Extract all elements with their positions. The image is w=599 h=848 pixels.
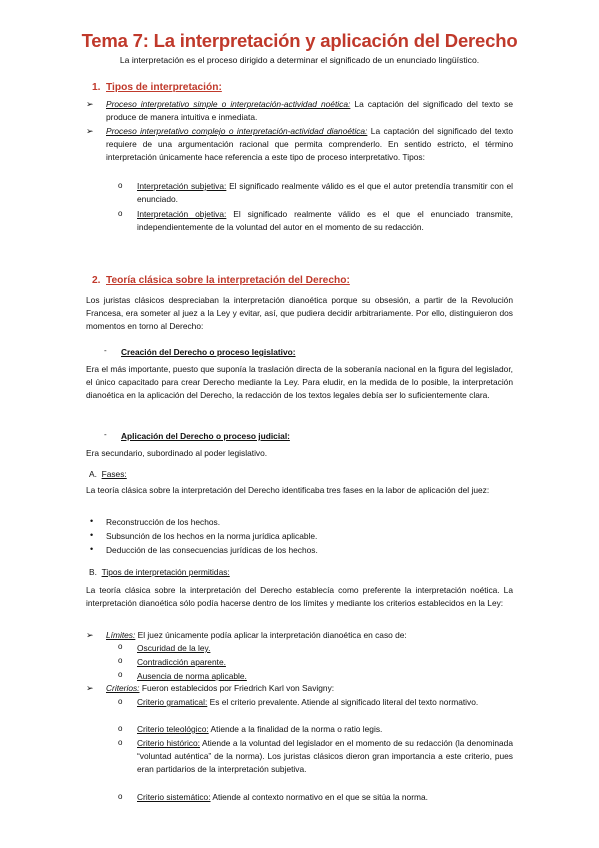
dot-bullet-icon: • [90,516,94,526]
s2-dash-2-heading: Aplicación del Derecho o proceso judicial: [121,431,290,441]
s2-paragraph: Los juristas clásicos despreciaban la interpretación dianoética porque su obsesión, a partir de la Revolución Francesa, era someter al juez a la Ley y evitar, así, que pudiera decidir arbitrariamente. Por ello, distinguieron dos momentos en torno al Derecho: [86,295,513,331]
arrow-bullet-icon: ➢ [86,99,94,109]
subsection-a-paragraph: La teoría clásica sobre la interpretación del Derecho identificaba tres fases en la labor de aplicación del juez: [86,485,490,495]
circle-bullet-icon: o [118,209,123,218]
intro-text: La interpretación es el proceso dirigido a determinar el significado de un enunciado lingüístico. [119,55,480,65]
circle-bullet-icon: o [118,656,123,665]
criterion-systematic: Criterio sistemático: Atiende al contexto normativo en el que se sitúa la norma. [137,792,428,802]
criterion-grammatical: Criterio gramatical: Es el criterio prevalente. Atiende al significado literal del texto normativo. [137,697,479,707]
limit-item: Ausencia de norma aplicable. [137,671,247,681]
criterion-historical: Criterio histórico: Atiende a la voluntad del legislador en el momento de su redacción (la denominada “voluntad auténtica” de la norma). Los juristas clásicos dieron gran importancia a este criterio, pues eran partidarios de la interpretación subjetiva. [137,738,513,774]
s1-item-2: Proceso interpretativo complejo o interpretación-actividad dianoética: La captación del significado del texto requiere de una argumentación racional que permita comprenderlo. En sentido estricto, el término interpretación únicamente hace referencia a este tipo de proceso interpretativo. Tipos: [106,126,514,162]
phase-item: Reconstrucción de los hechos. [106,517,221,527]
arrow-bullet-icon: ➢ [86,630,94,640]
circle-bullet-icon: o [118,642,123,651]
circle-bullet-icon: o [118,670,123,679]
dot-bullet-icon: • [90,544,94,554]
limit-item: Contradicción aparente. [137,657,226,667]
dash-bullet: - [104,430,107,439]
s2-dash-1-paragraph: Era el más importante, puesto que suponía la traslación directa de la soberanía nacional en la figura del legislador, el único capacitado para crear Derecho mediante la Ley. Para eludir, en la medida de lo posible, la interpretación dianoética en la aplicación del Derecho, la redacción de los textos legales debía ser lo suficientemente clara. [86,364,513,400]
arrow-bullet-icon: ➢ [86,126,94,136]
s2-dash-2-paragraph: Era secundario, subordinado al poder legislativo. [86,448,268,458]
circle-bullet-icon: o [118,738,123,747]
phase-item: Deducción de las consecuencias jurídicas de los hechos. [106,545,318,555]
s1-item-1: Proceso interpretativo simple o interpretación-actividad noética: La captación del significado del texto se produce de manera intuitiva e inmediata. [106,99,513,122]
dot-bullet-icon: • [90,530,94,540]
section-1-heading: 1. Tipos de interpretación: [92,82,222,93]
circle-bullet-icon: o [118,697,123,706]
s1-sub-1: Interpretación subjetiva: El significado realmente válido es el que el autor pretendía transmitir con el enunciado. [137,181,513,204]
limit-item: Oscuridad de la ley. [137,643,211,653]
arrow-bullet-icon: ➢ [86,683,94,693]
limits-item: Límites: El juez únicamente podía aplicar la interpretación dianoética en caso de: [106,630,407,640]
circle-bullet-icon: o [118,181,123,190]
circle-bullet-icon: o [118,724,123,733]
subsection-b-paragraph: La teoría clásica sobre la interpretación del Derecho establecía como preferente la interpretación noética. La interpretación dianoética sólo podía hacerse dentro de los límites y mediante los criterios establecidos en la Ley: [86,585,513,608]
s1-sub-2: Interpretación objetiva: El significado realmente válido es el que el enunciado transmite, independientemente de la voluntad del autor en el momento de su redacción. [137,209,514,232]
page-title: Tema 7: La interpretación y aplicación del Derecho [81,30,518,51]
phase-item: Subsunción de los hechos en la norma jurídica aplicable. [106,531,318,541]
circle-bullet-icon: o [118,792,123,801]
criteria-item: Criterios: Fueron establecidos por Friedrich Karl von Savigny: [106,683,335,693]
criterion-teleological: Criterio teleológico: Atiende a la finalidad de la norma o ratio legis. [137,724,383,734]
subsection-a-heading: A. Fases: [89,469,127,479]
s2-dash-1-heading: Creación del Derecho o proceso legislativo: [121,347,296,357]
subsection-b-heading: B. Tipos de interpretación permitidas: [89,567,230,577]
dash-bullet: - [104,346,107,355]
section-2-heading: 2. Teoría clásica sobre la interpretación del Derecho: [92,275,350,286]
